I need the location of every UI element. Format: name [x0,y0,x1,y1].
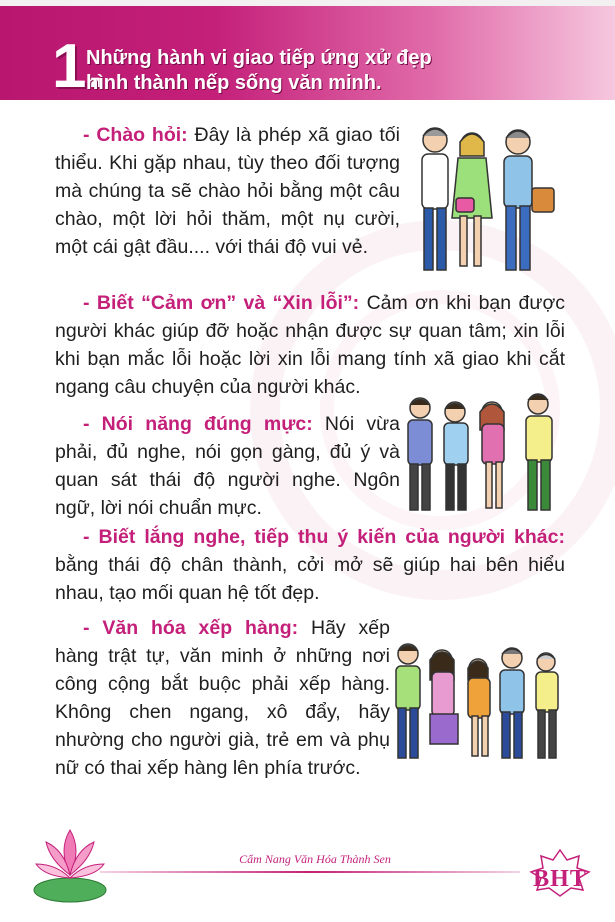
paragraph-greeting [55,121,400,261]
paragraph-body: bằng thái độ chân thành, cởi mở sẽ giúp hai bên hiểu nhau, tạo mối quan hệ tốt đẹp. [55,554,565,604]
section-title-line1: Những hành vi giao tiếp ứng xử đẹp [86,47,432,69]
paragraph-listening [55,523,565,607]
header-top-strip [0,0,615,6]
paragraph-heading: - Biết lắng nghe, tiếp thu ý kiến của người khác: [83,526,565,548]
paragraph-heading: - Biết “Cảm ơn” và “Xin lỗi”: [83,292,360,314]
conversation-people-illustration [400,390,565,515]
section-title-line2: hình thành nếp sống văn minh. [86,72,382,94]
paragraph-body: Nói vừa phải, đủ nghe, nói gọn gàng, đủ ý và quan sát thái độ người nghe. Ngôn ngữ, lời nói chuẩn mực. [55,413,400,519]
paragraph-heading: - Chào hỏi: [83,124,188,146]
paragraph-heading: - Văn hóa xếp hàng: [83,617,299,639]
lotus-flower-icon [30,820,110,910]
paragraph-body: Hãy xếp hàng trật tự, văn minh ở những nơi công cộng bắt buộc phải xếp hàng. Không chen ngang, xô đẩy, hãy nhường cho người già, trẻ em và phụ nữ có thai xếp hàng lên phía trước. [55,617,390,779]
paragraph-queueing [55,614,390,782]
bht-logo-text: BHT [533,866,587,892]
footer-caption: Cẩm Nang Văn Hóa Thành Sen [239,852,391,866]
queue-people-illustration [390,640,565,760]
section-title [86,46,526,96]
paragraph-heading: - Nói năng đúng mực: [83,413,313,435]
paragraph-body: Đây là phép xã giao tối thiểu. Khi gặp nhau, tùy theo đối tượng mà chúng ta sẽ chào hỏi bằng một câu chào, một lời hỏi thăm, một nụ cười, một cái gật đầu.... với thái độ vui vẻ. [55,124,400,258]
paragraph-body: Cảm ơn khi bạn được người khác giúp đỡ hoặc nhận được sự quan tâm; xin lỗi khi bạn mắc lỗi hoặc lời xin lỗi mang tính xã giao khi cắt ngang câu chuyện của người khác. [55,292,565,398]
footer-divider [100,871,520,873]
section-number: 1. [52,32,104,101]
paragraph-speaking [55,410,400,522]
paragraph-thanks-sorry [55,289,565,401]
greeting-people-illustration [410,118,560,278]
